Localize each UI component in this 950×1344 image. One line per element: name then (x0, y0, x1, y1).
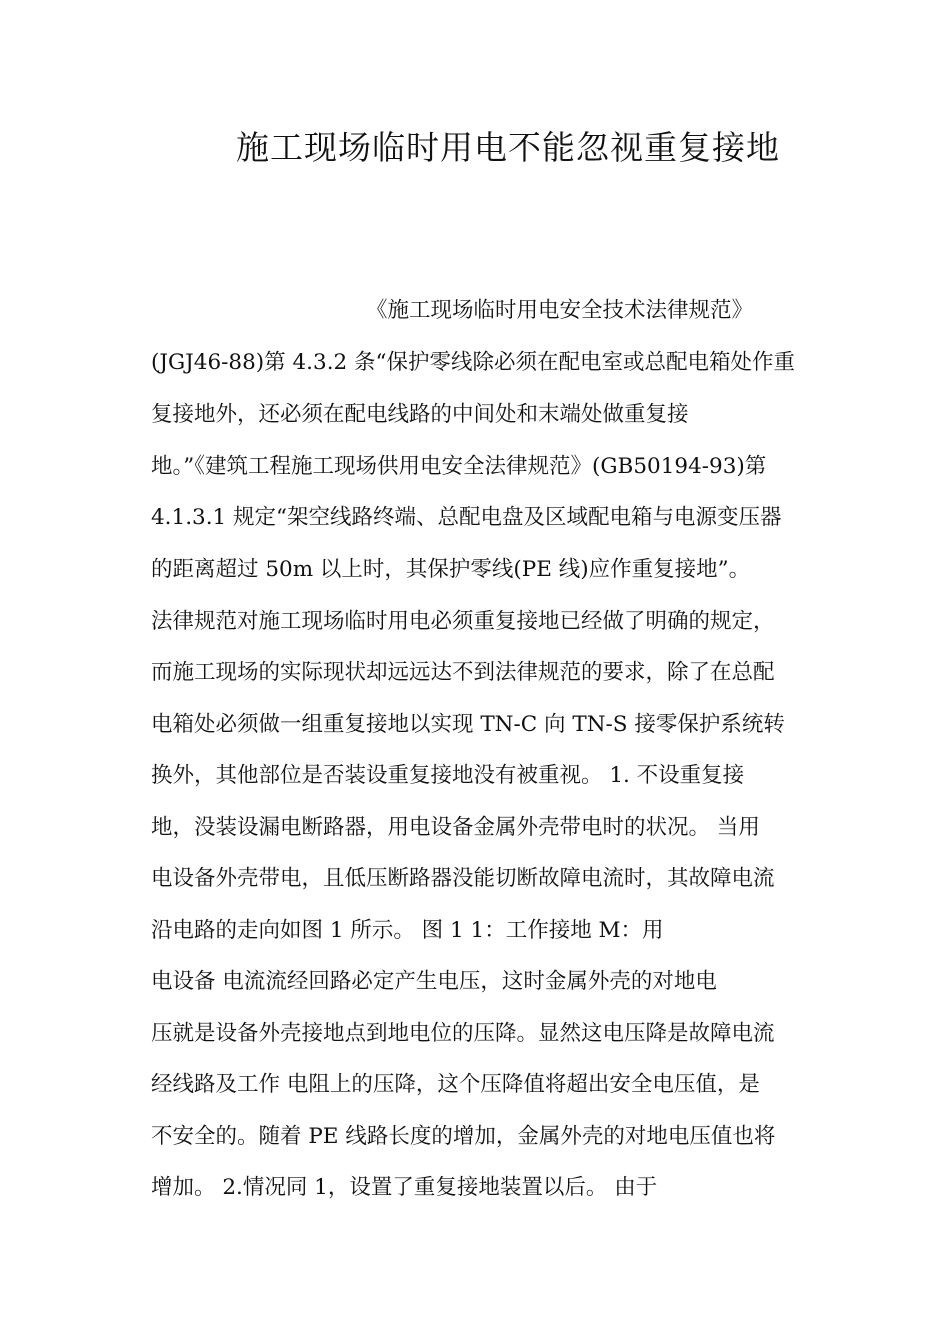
body-line-12: 电设备外壳带电，且低压断路器没能切断故障电流时，其故障电流 (151, 866, 775, 891)
body-line-16: 经线路及工作 电阻上的压降，这个压降值将超出安全电压值，是 (151, 1072, 760, 1097)
body-line-1: 《施工现场临时用电安全技术法律规范》 (366, 298, 754, 323)
body-line-6: 的距离超过 50m 以上时，其保护零线(PE 线)应作重复接地”。 (151, 557, 751, 582)
body-line-8: 而施工现场的实际现状却远远达不到法律规范的要求，除了在总配 (151, 660, 775, 685)
body-line-18: 增加。 2.情况同 1，设置了重复接地装置以后。 由于 (151, 1175, 658, 1200)
body-line-14: 电设备 电流流经回路必定产生电压，这时金属外壳的对地电 (151, 969, 717, 994)
document-title: 施工现场临时用电不能忽视重复接地 (236, 128, 780, 167)
body-line-3: 复接地外，还必须在配电线路的中间处和末端处做重复接 (151, 402, 689, 427)
body-line-2: (JGJ46-88)第 4.3.2 条“保护零线除必须在配电室或总配电箱处作重 (151, 350, 796, 375)
body-line-13: 沿电路的走向如图 1 所示。 图 1 1：工作接地 M：用 (151, 918, 664, 943)
body-line-10: 换外，其他部位是否装设重复接地没有被重视。 1. 不设重复接 (151, 763, 745, 788)
body-line-17: 不安全的。随着 PE 线路长度的增加，金属外壳的对地电压值也将 (151, 1124, 776, 1149)
body-line-9: 电箱处必须做一组重复接地以实现 TN-C 向 TN-S 接零保护系统转 (151, 712, 785, 737)
body-line-7: 法律规范对施工现场临时用电必须重复接地已经做了明确的规定， (151, 609, 775, 634)
body-line-5: 4.1.3.1 规定“架空线路终端、总配电盘及区域配电箱与电源变压器 (151, 505, 782, 530)
body-line-11: 地，没装设漏电断路器，用电设备金属外壳带电时的状况。 当用 (151, 815, 760, 840)
body-line-15: 压就是设备外壳接地点到地电位的压降。显然这电压降是故障电流 (151, 1021, 775, 1046)
body-line-4: 地。”《建筑工程施工现场供用电安全法律规范》(GB50194-93)第 (151, 454, 767, 479)
